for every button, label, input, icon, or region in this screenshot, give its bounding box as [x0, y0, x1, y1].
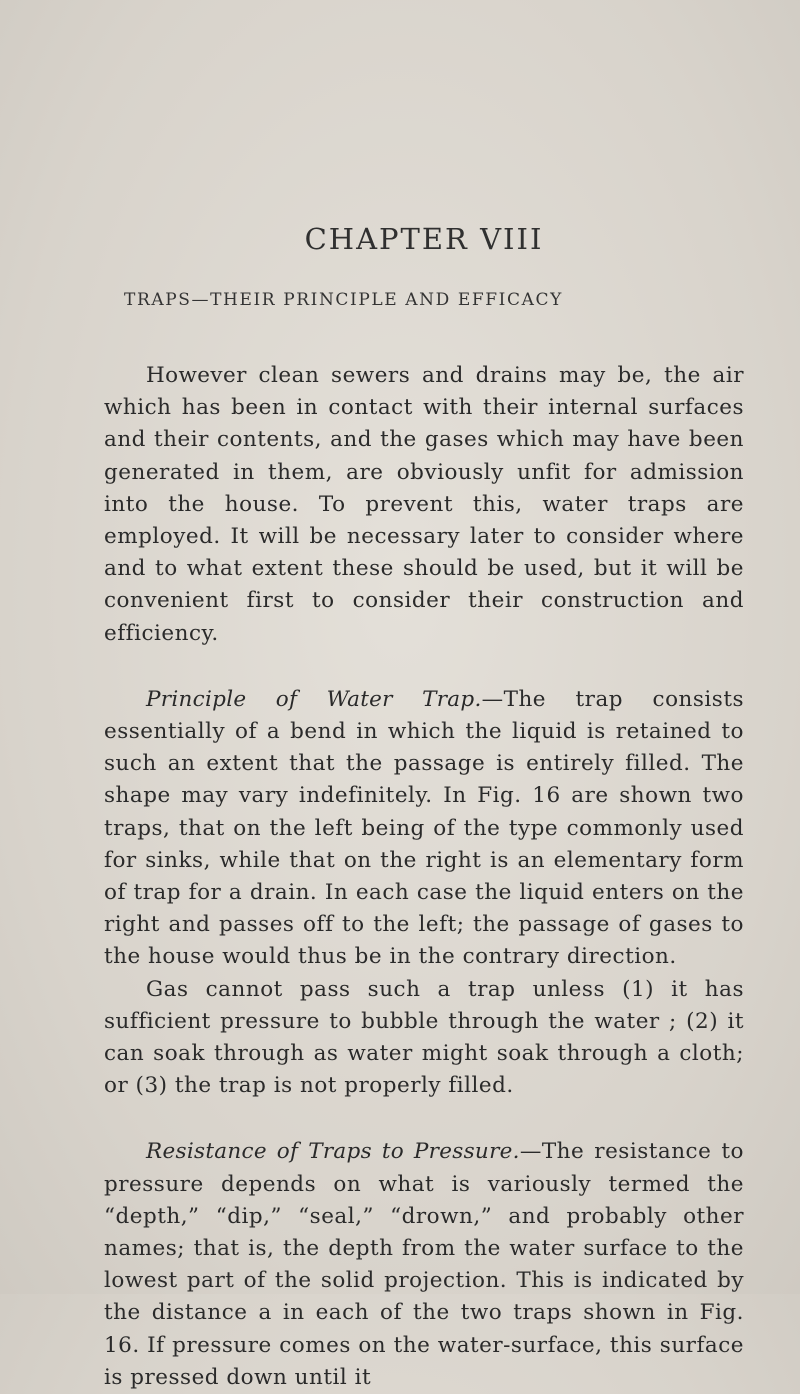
paragraph-resistance	[104, 1136, 744, 1394]
paragraph-text: clean sewers and drains may be, the air which has been in contact with their internal surfaces and their contents, and the gases which may have been generated in them, are obviously unfit for admission into the house. To prevent this, water traps are employed. It will be necessary later to consider where and to what extent these should be used, but it will be convenient first to consider their construction and efficiency.	[104, 363, 744, 646]
paragraph-gas	[104, 974, 744, 1103]
paragraph-principle	[104, 684, 744, 974]
paragraph-text: —The trap consists essentially of a bend in which the liquid is retained to such an extent that the passage is entirely filled. The shape may vary indefinitely. In Fig. 16 are shown two traps, that on the left being of the type commonly used for sinks, while that on the right is an elementary form of trap for a drain. In each case the liquid enters on the right and passes off to the left; the passage of gases to the house would thus be in the contrary direction.	[104, 686, 744, 970]
paragraph-text: —The resistance to pressure depends on what is variously termed the “depth,” “dip,” “seal,” “drown,” and probably other names; that is, the depth from the water surface to the lowest part of the solid projection. This is indicated by the distance a in each of the two traps shown in Fig. 16. If pressure comes on the water-surface, this surface is pressed down until it	[104, 1139, 744, 1390]
book-page	[104, 222, 744, 1394]
run-in-heading-principle: Principle of Water Trap.	[146, 686, 482, 712]
chapter-heading: CHAPTER VIII	[304, 222, 544, 256]
chapter-subtitle: TRAPS—THEIR PRINCIPLE AND EFFICACY	[124, 290, 563, 310]
paragraph-text: Gas cannot pass such a trap unless (1) it has sufficient pressure to bubble through the water ; (2) it can soak through as water might soak through a cloth; or (3) the trap is not properly filled.	[104, 976, 744, 1099]
lead-word: However	[146, 363, 247, 388]
run-in-heading-resistance: Resistance of Traps to Pressure.	[146, 1139, 520, 1165]
paragraph-intro	[104, 360, 744, 650]
